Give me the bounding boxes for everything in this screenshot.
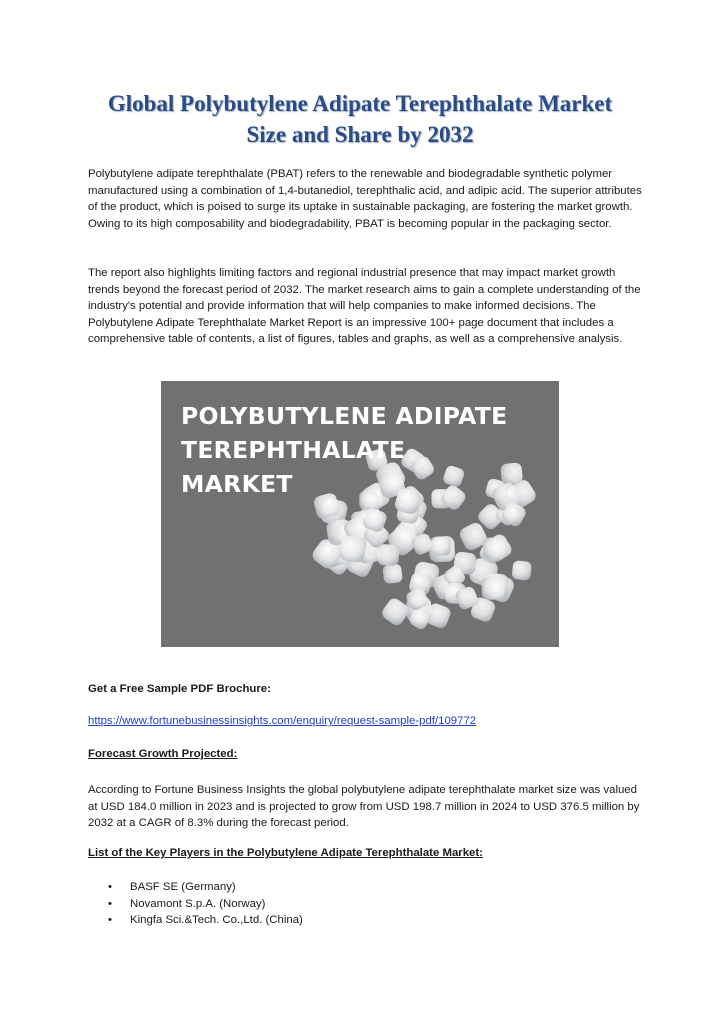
title-line-1: Global Polybutylene Adipate Terephthalate Market (107, 91, 613, 116)
bullet-icon: • (108, 881, 112, 893)
player-name: BASF SE (Germany) (130, 881, 236, 893)
hero-caption-line-1: POLYBUTYLENE ADIPATE (181, 402, 508, 430)
pellet-shape (382, 563, 403, 584)
report-paragraph: The report also highlights limiting factors and regional industrial presence that may impact market growth trends beyond the forecast period of 2032. The market research aims to gain a complete understanding of the industry's potential and provide information that will help companies to make informed decisions. The Polybutylene Adipate Terephthalate Market Report is an impressive 100+ page document that includes a comprehensive table of contents, a list of figures, tables and graphs, as well as a comprehensive analysis. (88, 267, 641, 346)
list-item (108, 879, 303, 896)
pellet-shape (432, 537, 451, 556)
pellet-shape (511, 560, 532, 581)
product-hero-image (161, 381, 559, 647)
intro-paragraph: Polybutylene adipate terephthalate (PBAT) refers to the renewable and biodegradable synthetic polymer manufactured using a combination of 1,4-butanediol, terephthalic acid, and adipic acid. The superior attributes of the product, which is poised to surge its uptake in sustainable packaging, are fostering the market growth. Owing to its high composability and biodegradability, PBAT is becoming popular in the packaging sector. (88, 168, 642, 230)
pellet-shape (483, 537, 505, 559)
pellet-shape (481, 576, 505, 600)
players-heading: List of the Key Players in the Polybutylene Adipate Terephthalate Market: (88, 847, 483, 859)
sample-pdf-link[interactable]: https://www.fortunebusinessinsights.com/enquiry/request-sample-pdf/109772 (88, 715, 477, 727)
bullet-icon: • (108, 897, 112, 910)
forecast-heading: Forecast Growth Projected: (88, 748, 238, 760)
list-item (108, 896, 303, 913)
pellet-shape (377, 544, 399, 566)
key-players-list (108, 879, 303, 929)
hero-caption-line-2: TEREPHTHALATE (181, 436, 406, 464)
pellet-shape (380, 596, 412, 628)
sample-heading: Get a Free Sample PDF Brochure: (88, 683, 271, 695)
list-item (108, 912, 303, 929)
document-title (60, 88, 660, 150)
player-name: Novamont S.p.A. (Norway) (130, 897, 266, 910)
player-name: Kingfa Sci.&Tech. Co.,Ltd. (China) (130, 914, 303, 926)
hero-caption (181, 399, 551, 501)
pellet-shape (338, 535, 367, 564)
forecast-paragraph: According to Fortune Business Insights the global polybutylene adipate terephthalate market size was valued at USD 184.0 million in 2023 and is projected to grow from USD 198.7 million in 2024 to USD 376.5 million by 2032 at a CAGR of 8.3% during the forecast period. (88, 784, 640, 830)
hero-caption-line-3: MARKET (181, 470, 293, 498)
title-line-2: Size and Share by 2032 (246, 122, 474, 147)
bullet-icon: • (108, 914, 112, 926)
